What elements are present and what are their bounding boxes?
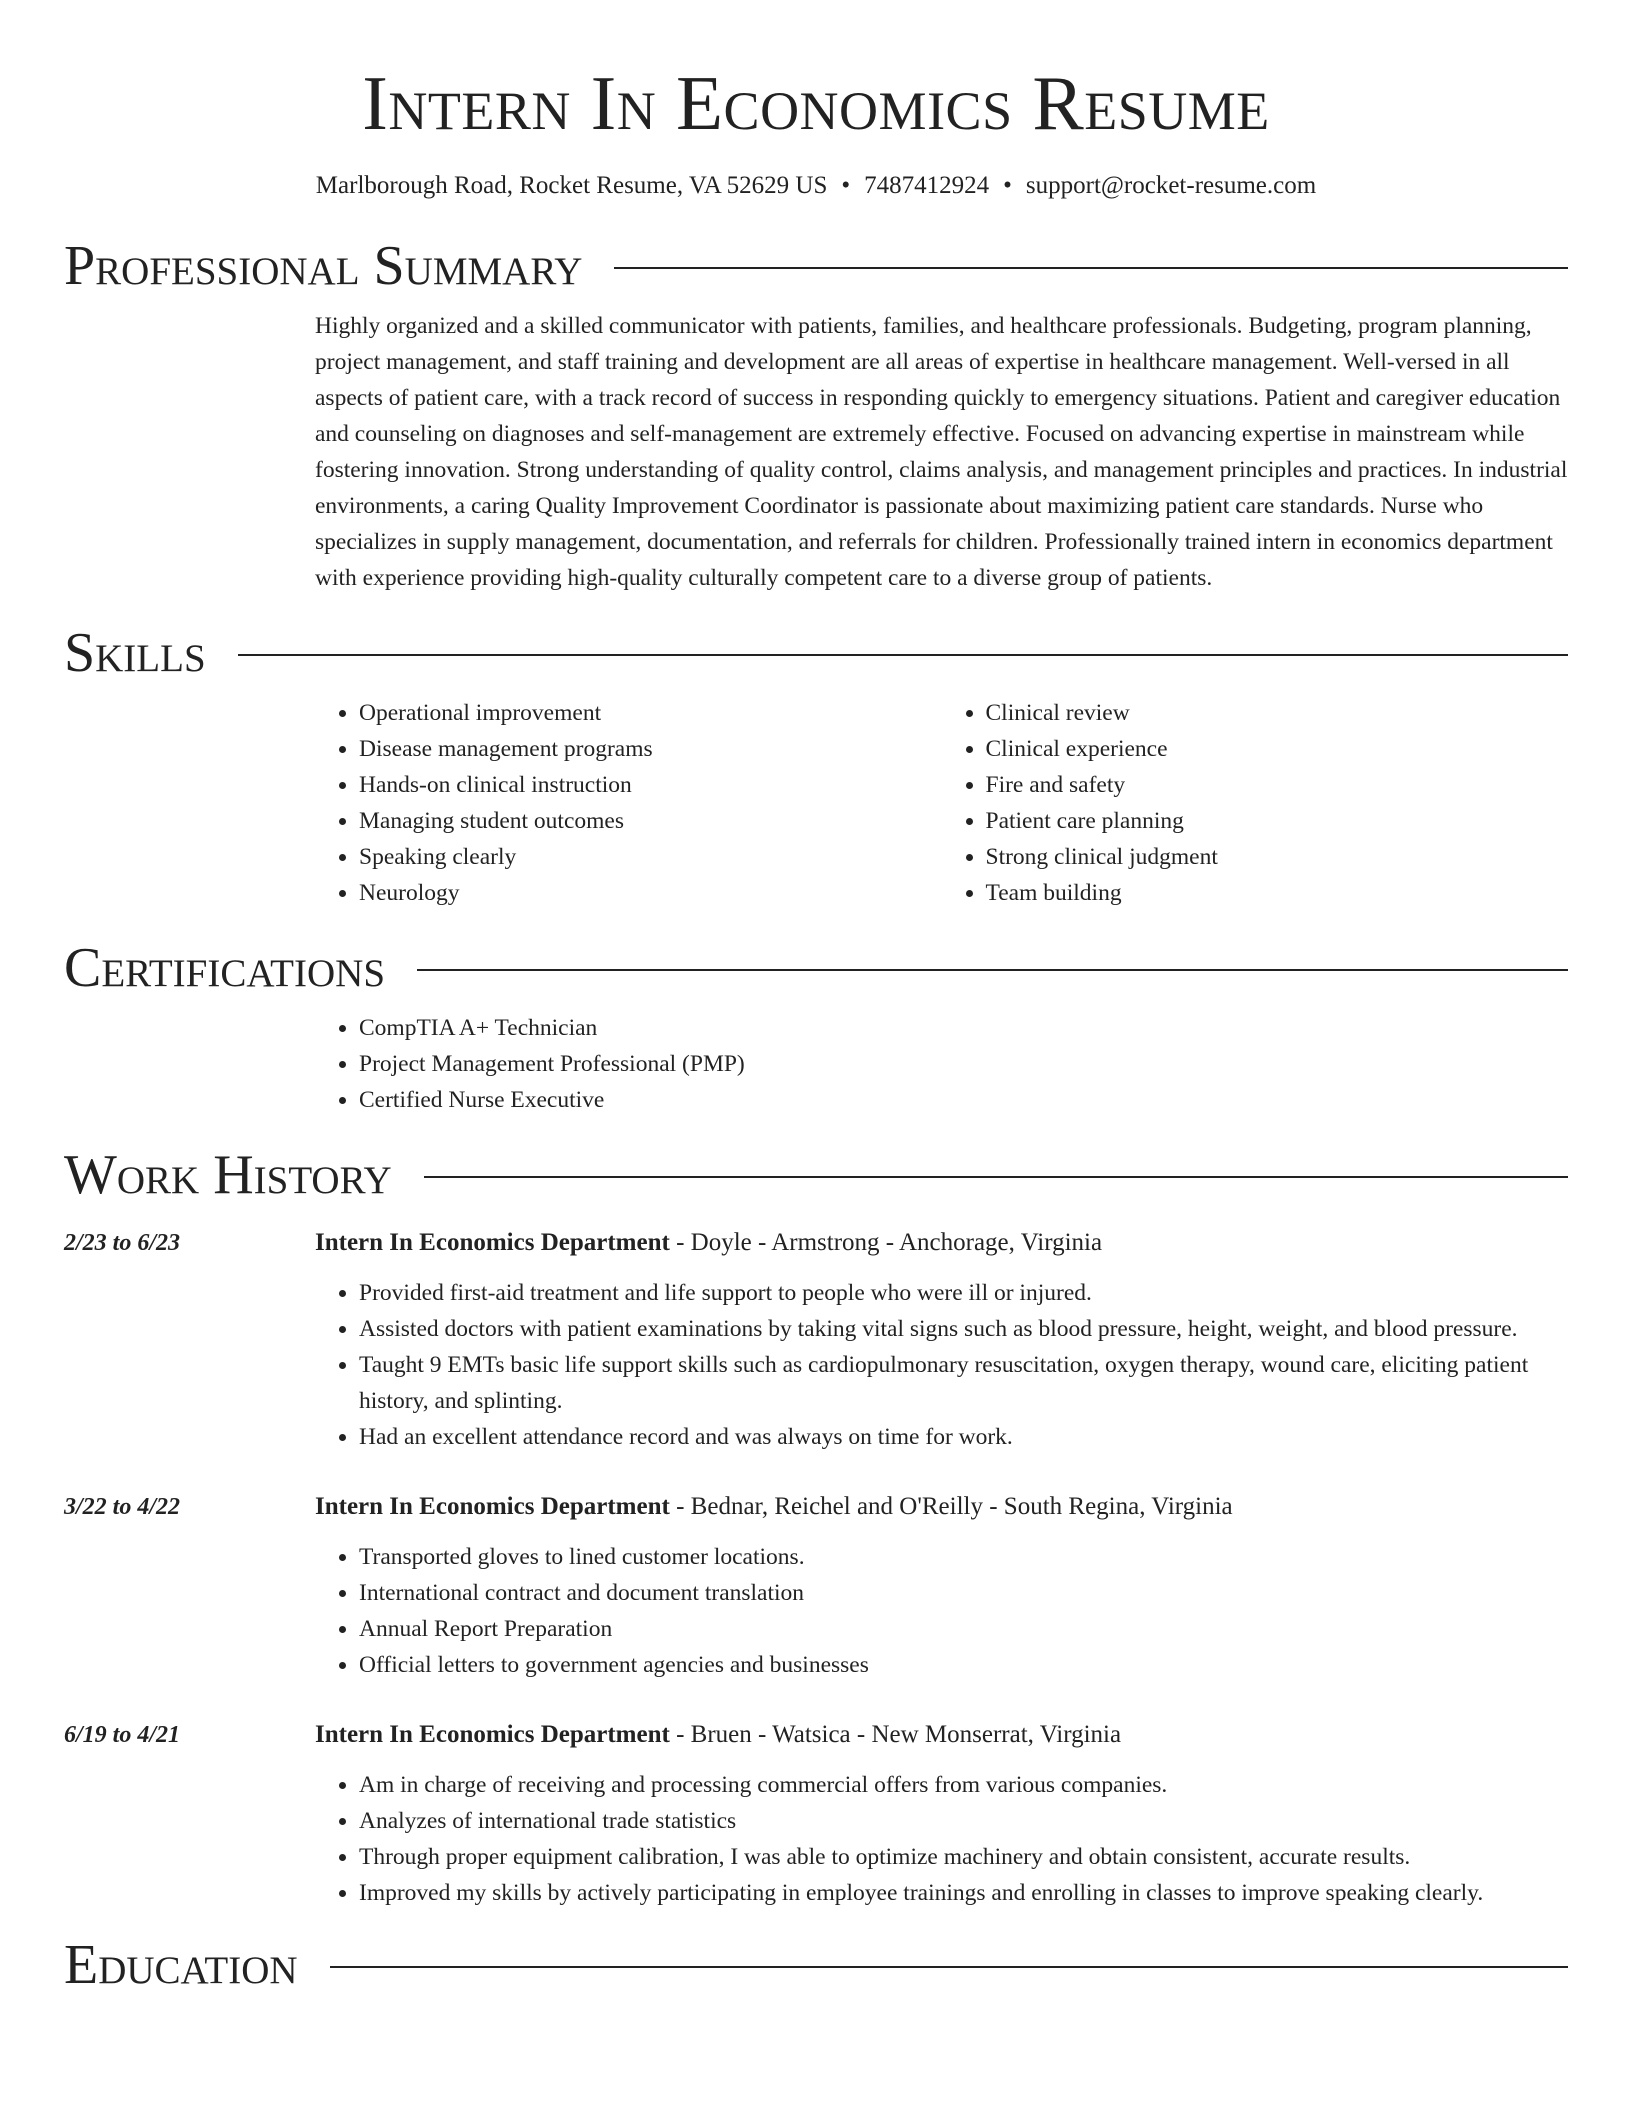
certification-item: • Project Management Professional (PMP) — [359, 1046, 1568, 1082]
work-section-header — [64, 1143, 1568, 1207]
skill-item: • Operational improvement — [359, 695, 942, 731]
summary-heading: Professional Summary — [64, 235, 583, 297]
job-entry — [64, 1225, 1568, 1455]
skill-item: • Clinical review — [986, 695, 1569, 731]
section-divider — [238, 654, 1568, 656]
contact-email: support@rocket-resume.com — [1025, 172, 1317, 199]
skill-item: • Managing student outcomes — [359, 803, 942, 839]
job-role: Intern In Economics Department — [315, 1721, 670, 1748]
skill-item: • Speaking clearly — [359, 839, 942, 875]
skills-list-left — [315, 695, 942, 911]
job-dates: 3/22 to 4/22 — [64, 1494, 181, 1520]
job-body — [315, 1717, 1568, 1911]
education-heading: Education — [64, 1934, 298, 1996]
skill-item: • Team building — [986, 875, 1569, 911]
job-bullet: • Annual Report Preparation — [359, 1611, 1568, 1647]
job-bullet: • Assisted doctors with patient examinations by taking vital signs such as blood pressure, height, weight, and blood pressure. — [359, 1311, 1568, 1347]
job-bullet: • Official letters to government agencies and businesses — [359, 1647, 1568, 1683]
certifications-list — [315, 1010, 1568, 1118]
skills-heading: Skills — [64, 622, 206, 684]
job-dates: 2/23 to 6/23 — [64, 1230, 181, 1256]
certifications-heading: Certifications — [64, 937, 386, 999]
certification-item: • CompTIA A+ Technician — [359, 1010, 1568, 1046]
skills-grid — [315, 695, 1568, 911]
contact-address: Marlborough Road, Rocket Resume, VA 52629 US — [315, 172, 828, 199]
job-entry — [64, 1489, 1568, 1683]
job-company: - Doyle - Armstrong - Anchorage, Virginia — [669, 1229, 1103, 1256]
certifications-block — [315, 1010, 1568, 1118]
contact-separator: • — [841, 172, 851, 199]
certification-item: • Certified Nurse Executive — [359, 1082, 1568, 1118]
job-body — [315, 1489, 1568, 1683]
job-company: - Bednar, Reichel and O'Reilly - South Regina, Virginia — [669, 1493, 1233, 1520]
job-header — [315, 1717, 1568, 1753]
skill-item: • Neurology — [359, 875, 942, 911]
job-bullet: • Analyzes of international trade statistics — [359, 1803, 1568, 1839]
contact-separator: • — [1003, 172, 1012, 199]
work-heading: Work History — [64, 1144, 392, 1206]
job-bullet: • Transported gloves to lined customer locations. — [359, 1539, 1568, 1575]
summary-text: Highly organized and a skilled communicator with patients, families, and healthcare professionals. Budgeting, program planning, project management, and staff training and development are all areas of expertise in healthcare management. Well-versed in all aspects of patient care, with a track record of success in responding quickly to emergency situations. Patient and caregiver education and counseling on diagnoses and self-management are extremely effective. Focused on advancing expertise in mainstream while fostering innovation. Strong understanding of quality control, claims analysis, and management principles and practices. In industrial environments, a caring Quality Improvement Coordinator is passionate about maximizing patient care standards. Nurse who specializes in supply management, documentation, and referrals for children. Professionally trained intern in economics department with experience providing high-quality culturally competent care to a diverse group of patients. — [315, 313, 1568, 591]
skill-item: • Clinical experience — [986, 731, 1569, 767]
section-divider — [417, 969, 1568, 971]
job-company: - Bruen - Watsica - New Monserrat, Virginia — [669, 1721, 1122, 1748]
skill-item: • Fire and safety — [986, 767, 1569, 803]
job-bullet: • Through proper equipment calibration, I was able to optimize machinery and obtain consistent, accurate results. — [359, 1839, 1568, 1875]
job-bullet: • Had an excellent attendance record and was always on time for work. — [359, 1419, 1568, 1455]
summary-section-header — [64, 234, 1568, 298]
job-bullet: • Improved my skills by actively participating in employee trainings and enrolling in classes to improve speaking clearly. — [359, 1875, 1568, 1911]
section-divider — [614, 267, 1568, 269]
job-dates: 6/19 to 4/21 — [64, 1722, 181, 1748]
contact-phone: 7487412924 — [864, 172, 990, 199]
job-bullets — [315, 1539, 1568, 1683]
contact-line — [64, 170, 1568, 202]
education-section-header — [64, 1933, 1568, 1997]
skill-item: • Hands-on clinical instruction — [359, 767, 942, 803]
skills-list-right — [942, 695, 1569, 911]
job-header — [315, 1225, 1568, 1261]
job-header — [315, 1489, 1568, 1525]
skill-item: • Strong clinical judgment — [986, 839, 1569, 875]
job-bullet: • International contract and document translation — [359, 1575, 1568, 1611]
section-divider — [330, 1966, 1568, 1968]
job-role: Intern In Economics Department — [315, 1493, 670, 1520]
skill-item: • Disease management programs — [359, 731, 942, 767]
job-bullet: • Am in charge of receiving and processing commercial offers from various companies. — [359, 1767, 1568, 1803]
job-body — [315, 1225, 1568, 1455]
skill-item: • Patient care planning — [986, 803, 1569, 839]
section-divider — [424, 1176, 1568, 1178]
skills-section-header — [64, 621, 1568, 685]
job-entry — [64, 1717, 1568, 1911]
resume-page — [64, 0, 1568, 1997]
job-bullet: • Taught 9 EMTs basic life support skills such as cardiopulmonary resuscitation, oxygen therapy, wound care, eliciting patient history, and splinting. — [359, 1347, 1568, 1419]
job-bullet: • Provided first-aid treatment and life support to people who were ill or injured. — [359, 1275, 1568, 1311]
job-role: Intern In Economics Department — [315, 1229, 670, 1256]
certifications-section-header — [64, 936, 1568, 1000]
resume-title: Intern In Economics Resume — [362, 60, 1270, 146]
job-bullets — [315, 1275, 1568, 1455]
job-bullets — [315, 1767, 1568, 1911]
